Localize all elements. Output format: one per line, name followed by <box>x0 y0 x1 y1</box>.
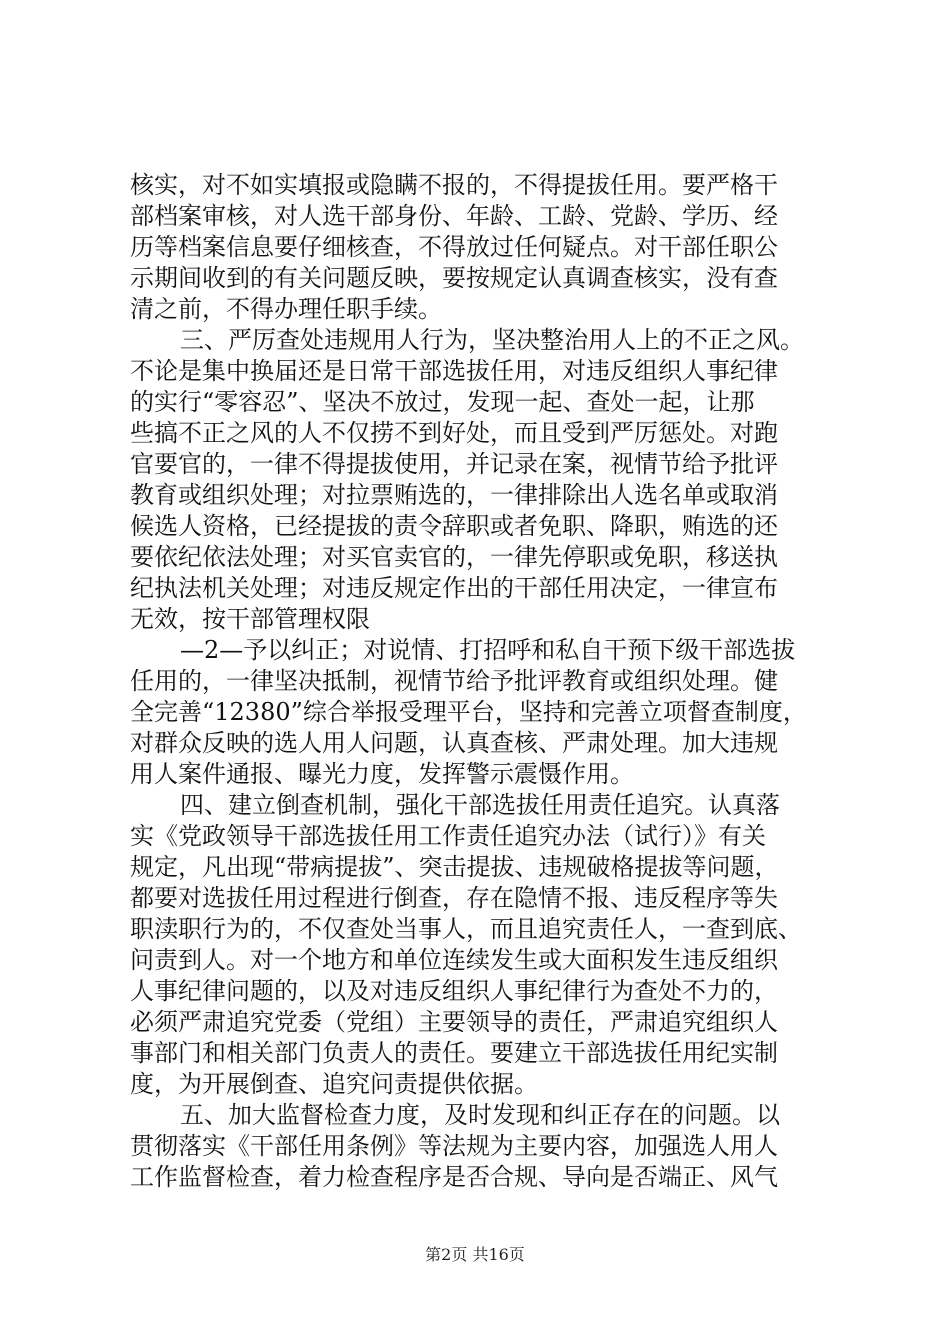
page-number-footer: 第2页 共16页 <box>425 1245 525 1264</box>
text-line: 历等档案信息要仔细核查，不得放过任何疑点。对干部任职公 <box>130 233 778 261</box>
text-line: 对群众反映的选人用人问题，认真查核、严肃处理。加大违规 <box>130 729 778 757</box>
text-line: 工作监督检查，着力检查程序是否合规、导向是否端正、风气 <box>130 1163 778 1191</box>
text-line: 贯彻落实《干部任用条例》等法规为主要内容，加强选人用人 <box>130 1132 778 1160</box>
section-4-heading-line: 四、建立倒查机制，强化干部选拔任用责任追究。认真落 <box>180 791 780 819</box>
text-line: 官要官的，一律不得提拔使用，并记录在案，视情节给予批评 <box>130 450 778 478</box>
text-line: 人事纪律问题的，以及对违反组织人事纪律行为查处不力的， <box>130 977 778 1005</box>
text-line: 示期间收到的有关问题反映，要按规定认真调查核实，没有查 <box>130 264 778 292</box>
text-line: 用人案件通报、曝光力度，发挥警示震慑作用。 <box>130 760 634 788</box>
text-line: 任用的，一律坚决抵制，视情节给予批评教育或组织处理。健 <box>130 667 778 695</box>
section-3-heading-line: 三、严厉查处违规用人行为，坚决整治用人上的不正之风。 <box>180 326 804 354</box>
text-line: 清之前，不得办理任职手续。 <box>130 295 442 323</box>
page-break-line: —2—予以纠正；对说情、打招呼和私自干预下级干部选拔 <box>180 636 796 664</box>
text-line: 问责到人。对一个地方和单位连续发生或大面积发生违反组织 <box>130 946 778 974</box>
text-line: 部档案审核，对人选干部身份、年龄、工龄、党龄、学历、经 <box>130 202 778 230</box>
section-5-heading-line: 五、加大监督检查力度，及时发现和纠正存在的问题。以 <box>180 1101 780 1129</box>
text-line: 核实，对不如实填报或隐瞒不报的，不得提拔任用。要严格干 <box>130 171 778 199</box>
text-line: 职渎职行为的，不仅查处当事人，而且追究责任人，一查到底、 <box>130 915 802 943</box>
text-line: 些搞不正之风的人不仅捞不到好处，而且受到严厉惩处。对跑 <box>130 419 778 447</box>
text-line: 要依纪依法处理；对买官卖官的，一律先停职或免职，移送执 <box>130 543 778 571</box>
text-line: 度，为开展倒查、追究问责提供依据。 <box>130 1070 538 1098</box>
text-line: 无效，按干部管理权限 <box>130 605 370 633</box>
body-text <box>130 170 830 1193</box>
text-line: 事部门和相关部门负责人的责任。要建立干部选拔任用纪实制 <box>130 1039 778 1067</box>
text-line: 的实行“零容忍”、坚决不放过，发现一起、查处一起，让那 <box>130 388 755 416</box>
text-line: 纪执法机关处理；对违反规定作出的干部任用决定，一律宣布 <box>130 574 778 602</box>
text-line: 必须严肃追究党委（党组）主要领导的责任，严肃追究组织人 <box>130 1008 778 1036</box>
text-line: 规定，凡出现“带病提拔”、突击提拔、违规破格提拔等问题， <box>130 853 779 881</box>
text-line: 都要对选拔任用过程进行倒查，存在隐情不报、违反程序等失 <box>130 884 778 912</box>
text-line: 不论是集中换届还是日常干部选拔任用，对违反组织人事纪律 <box>130 357 778 385</box>
text-line: 教育或组织处理；对拉票贿选的，一律排除出人选名单或取消 <box>130 481 778 509</box>
text-line: 候选人资格，已经提拔的责令辞职或者免职、降职，贿选的还 <box>130 512 778 540</box>
text-line: 全完善“12380”综合举报受理平台，坚持和完善立项督查制度， <box>130 698 807 726</box>
text-line: 实《党政领导干部选拔任用工作责任追究办法（试行）》有关 <box>130 822 766 850</box>
